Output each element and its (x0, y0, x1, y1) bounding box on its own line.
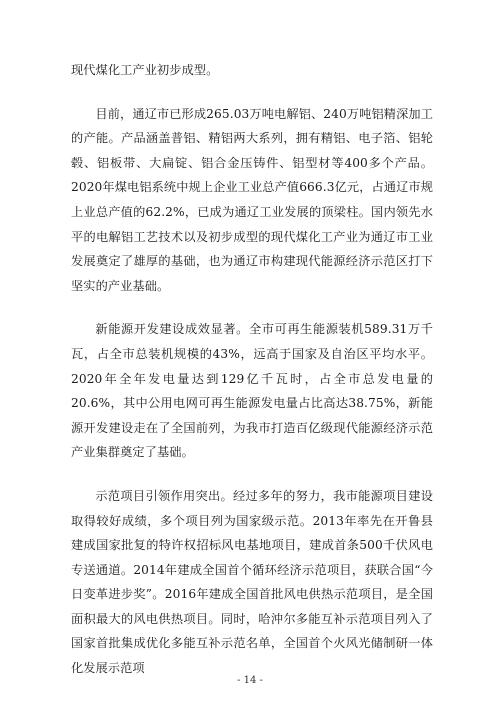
paragraph-new-energy: 新能源开发建设成效显著。全市可再生能源装机589.31万千瓦，占全市总装机规模的43%，远高于国家及自治区平均水平。2020年全年发电量达到129亿千瓦时，占全市总发电量的20.6%，其中公用电网可再生能源发电量占比高达38.75%，新能源开发建设走在了全国前列，为我市打造百亿级现代能源经济示范产业集群奠定了基础。 (71, 322, 433, 460)
paragraph-aluminum-industry: 目前，通辽市已形成265.03万吨电解铝、240万吨铝精深加工的产能。产品涵盖普铝、精铝两大系列，拥有精铝、电子箔、铝轮毂、铝板带、大扁锭、铝合金压铸件、铝型材等400多个产品。2020年煤电铝系统中规上企业工业总产值666.3亿元，占通辽市规上业总产值的62.2%，已成为通辽工业发展的顶梁柱。国内领先水平的电解铝工艺技术以及初步成型的现代煤化工产业为通辽市工业发展奠定了雄厚的基础，也为通辽市构建现代能源经济示范区打下坚实的产业基础。 (71, 106, 433, 293)
paragraph-continuation: 现代煤化工产业初步成型。 (71, 63, 219, 77)
page-number: - 14 - (237, 675, 263, 686)
body-text (71, 58, 433, 681)
paragraph-demonstration-projects: 示范项目引领作用突出。经过多年的努力，我市能源项目建设取得较好成绩，多个项目列为国家级示范。2013年率先在开鲁县建成国家批复的特许权招标风电基地项目，建成首条500千伏风电专送通道。2014年建成全国首个循环经济示范项目，获联合国“今日变革进步奖”。2016年建成全国首批风电供热示范项目，是全国面积最大的风电供热项目。同时，哈沖尔多能互补示范项目列入了国家首批集成优化多能互补示范名单，全国首个火风光储制研一体化发展示范项 (71, 488, 433, 676)
